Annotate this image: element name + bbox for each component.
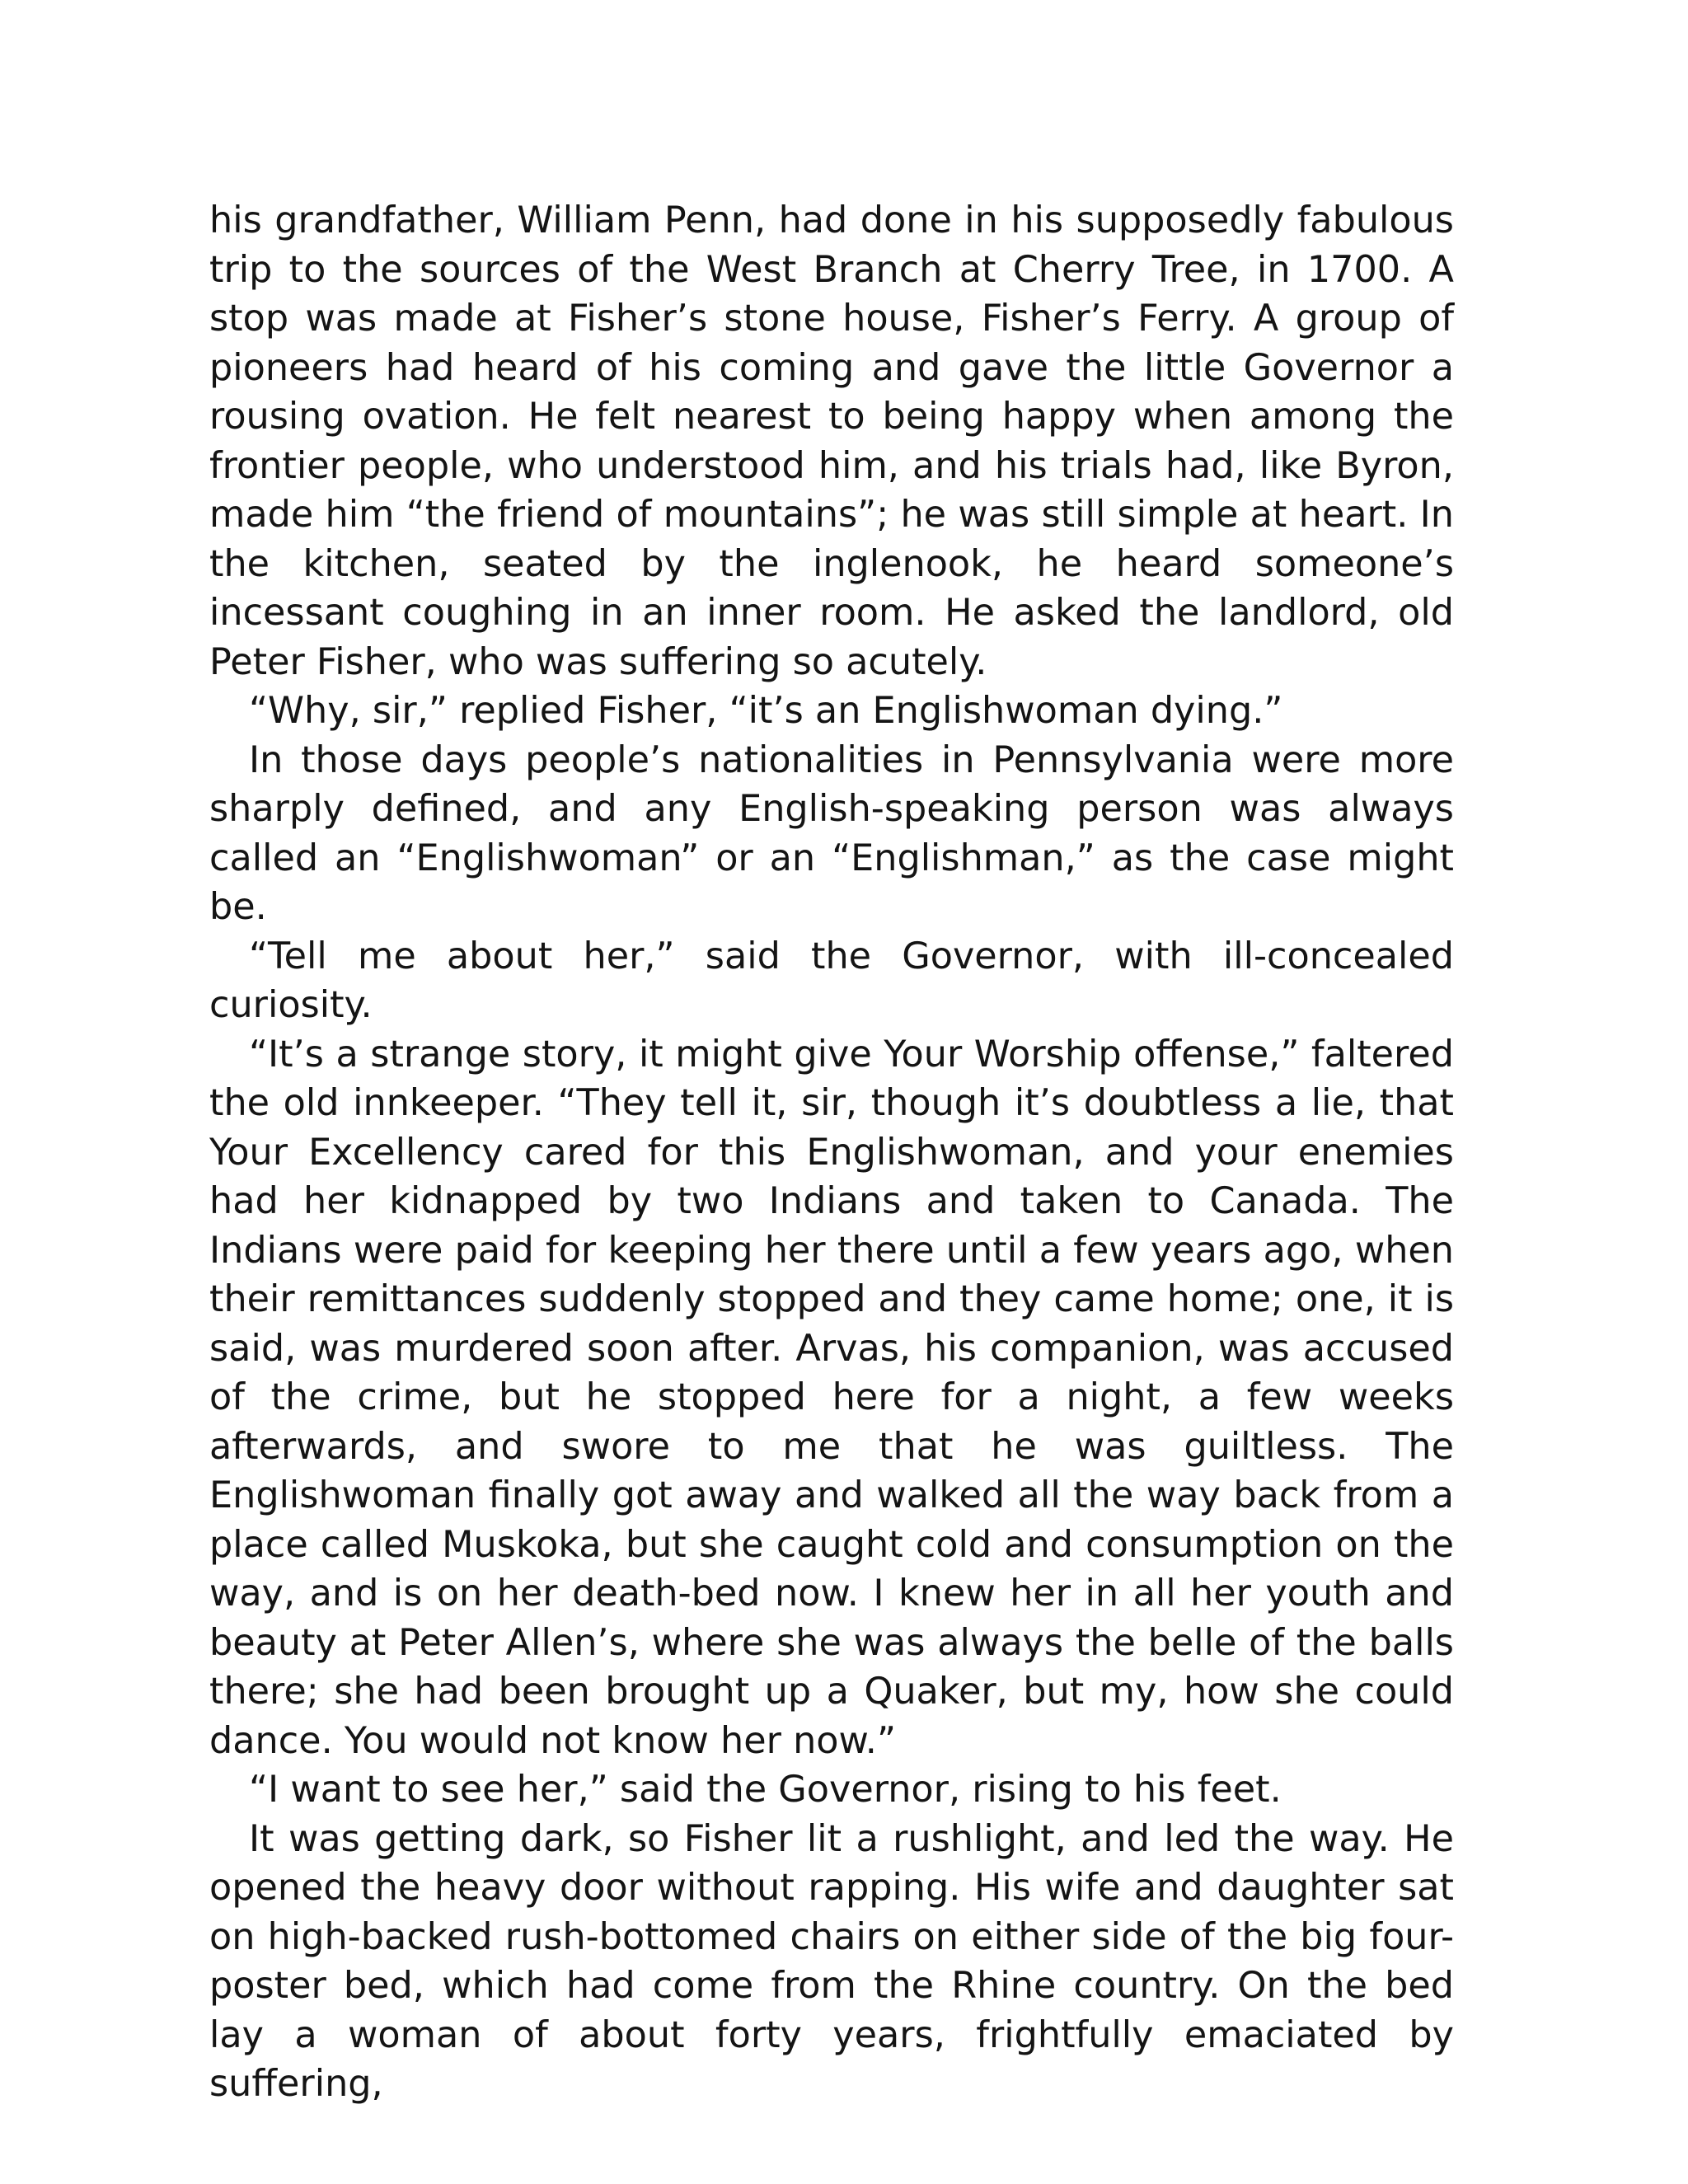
paragraph-4: “Tell me about her,” said the Governor, with ill-concealed curiosity. [209, 935, 1454, 1026]
paragraph-2: “Why, sir,” replied Fisher, “it’s an Englishwoman dying.” [249, 690, 1283, 732]
paragraph-7: It was getting dark, so Fisher lit a rushlight, and led the way. He opened the heavy door without rapping. His wife and daughter sat on high-backed rush-bottomed chairs on either side of the big four-poster bed, which had come from the Rhine country. On the bed lay a woman of about forty years, frightfully emaciated by suffering, [209, 1817, 1454, 2105]
paragraph-1: his grandfather, William Penn, had done in his supposedly fabulous trip to the sources of the West Branch at Cherry Tree, in 1700. A stop was made at Fisher’s stone house, Fisher’s Ferry. A group of pioneers had heard of his coming and gave the little Governor a rousing ovation. He felt nearest to being happy when among the frontier people, who understood him, and his trials had, like Byron, made him “the friend of mountains”; he was still simple at heart. In the kitchen, seated by the inglenook, he heard someone’s incessant coughing in an inner room. He asked the landlord, old Peter Fisher, who was suffering so acutely. [209, 199, 1454, 683]
paragraph-5: “It’s a strange story, it might give Your Worship offense,” faltered the old innkeeper. “They tell it, sir, though it’s doubtless a lie, that Your Excellency cared for this Englishwoman, and your enemies had her kidnapped by two Indians and taken to Canada. The Indians were paid for keeping her there until a few years ago, when their remittances suddenly stopped and they came home; one, it is said, was murdered soon after. Arvas, his companion, was accused of the crime, but he stopped here for a night, a few weeks afterwards, and swore to me that he was guiltless. The Englishwoman finally got away and walked all the way back from a place called Muskoka, but she caught cold and consumption on the way, and is on her death-bed now. I knew her in all her youth and beauty at Peter Allen’s, where she was always the belle of the balls there; she had been brought up a Quaker, but my, how she could dance. You would not know her now.” [209, 1033, 1454, 1762]
paragraph-6: “I want to see her,” said the Governor, rising to his feet. [249, 1769, 1282, 1811]
book-page [209, 196, 1454, 2109]
paragraph-3: In those days people’s nationalities in Pennsylvania were more sharply defined, and any English-speaking person was always called an “Englishwoman” or an “Englishman,” as the case might be. [209, 738, 1454, 928]
